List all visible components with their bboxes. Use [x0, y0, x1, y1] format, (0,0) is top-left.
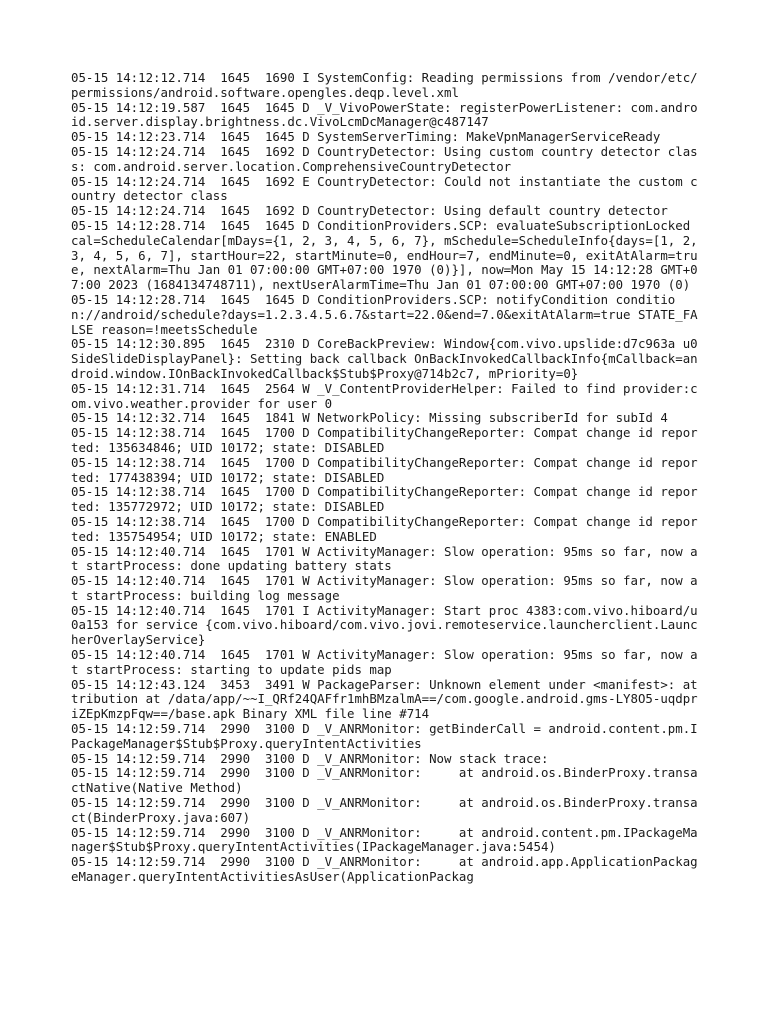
log-entry: 05-15 14:12:59.714 2990 3100 D _V_ANRMonitor: at android.content.pm.IPackageManager$Stub$Proxy.queryIntentActivities(IPackageManager.java:5454)	[71, 824, 698, 855]
log-entry: 05-15 14:12:40.714 1645 1701 W ActivityManager: Slow operation: 95ms so far, now at startProcess: building log message	[71, 573, 698, 603]
log-entry: 05-15 14:12:38.714 1645 1700 D CompatibilityChangeReporter: Compat change id reported: 135634846; UID 10172; state: DISABLED	[71, 425, 698, 455]
log-entry: 05-15 14:12:30.895 1645 2310 D CoreBackPreview: Window{com.vivo.upslide:d7c963a u0 SideSlideDisplayPanel}: Setting back callback OnBackInvokedCallbackInfo{mCallback=android.window.IOnBackInvokedCallback$Stub$Proxy@714b2c7, mPriority=0}	[71, 336, 706, 381]
log-entry: 05-15 14:12:24.714 1645 1692 D CountryDetector: Using default country detector	[71, 203, 668, 219]
log-entry: 05-15 14:12:40.714 1645 1701 W ActivityManager: Slow operation: 95ms so far, now at startProcess: done updating battery stats	[71, 543, 698, 574]
log-entry: 05-15 14:12:28.714 1645 1645 D ConditionProviders.SCP: evaluateSubscriptionLocked cal=ScheduleCalendar[mDays={1, 2, 3, 4, 5, 6, 7}, mSchedule=ScheduleInfo{days=[1, 2, 3, 4, 5, 6, 7], startHour=22, startMinute=0, endHour=7, endMinute=0, exitAtAlarm=true, nextAlarm=Thu Jan 01 07:00:00 GMT+07:00 1970 (0)}], now=Mon May 15 14:12:28 GMT+07:00 2023 (1684134748711), nextUserAlarmTime=Thu Jan 01 07:00:00 GMT+07:00 1970 (0)	[71, 217, 706, 293]
log-entry: 05-15 14:12:31.714 1645 2564 W _V_ContentProviderHelper: Failed to find provider:com.vivo.weather.provider for user 0	[71, 380, 698, 411]
log-entry: 05-15 14:12:40.714 1645 1701 W ActivityManager: Slow operation: 95ms so far, now at startProcess: starting to update pids map	[71, 647, 698, 677]
log-entry: 05-15 14:12:43.124 3453 3491 W PackageParser: Unknown element under <manifest>: attribution at /data/app/~~I_QRf24QAFfr1mhBMzalmA==/com.google.android.gms-LY8O5-uqdpriZEpKmzpFqw==/base.apk Binary XML file line #714	[71, 676, 698, 722]
log-entry: 05-15 14:12:38.714 1645 1700 D CompatibilityChangeReporter: Compat change id reported: 177438394; UID 10172; state: DISABLED	[71, 454, 698, 485]
log-entry: 05-15 14:12:38.714 1645 1700 D CompatibilityChangeReporter: Compat change id reported: 135754954; UID 10172; state: ENABLED	[71, 513, 698, 544]
log-entry: 05-15 14:12:12.714 1645 1690 I SystemConfig: Reading permissions from /vendor/etc/permissions/android.software.opengles.deqp.level.xml	[71, 70, 698, 100]
log-entry: 05-15 14:12:28.714 1645 1645 D ConditionProviders.SCP: notifyCondition condition://android/schedule?days=1.2.3.4.5.6.7&start=22.0&end=7.0&exitAtAlarm=true STATE_FALSE reason=!meetsSchedule	[71, 291, 698, 337]
log-document	[71, 70, 706, 885]
log-entry: 05-15 14:12:59.714 2990 3100 D _V_ANRMonitor: at android.os.BinderProxy.transact(BinderProxy.java:607)	[71, 795, 698, 825]
log-entry: 05-15 14:12:59.714 2990 3100 D _V_ANRMonitor: at android.app.ApplicationPackageManager.queryIntentActivitiesAsUser(ApplicationPackag	[71, 854, 698, 885]
log-entry: 05-15 14:12:59.714 2990 3100 D _V_ANRMonitor: getBinderCall = android.content.pm.IPackageManager$Stub$Proxy.queryIntentActivities	[71, 721, 698, 751]
log-entry: 05-15 14:12:19.587 1645 1645 D _V_VivoPowerState: registerPowerListener: com.android.server.display.brightness.dc.VivoLcmDcManager@c487147	[71, 99, 698, 130]
log-entry: 05-15 14:12:23.714 1645 1645 D SystemServerTiming: MakeVpnManagerServiceReady	[71, 129, 661, 145]
log-entry: 05-15 14:12:24.714 1645 1692 E CountryDetector: Could not instantiate the custom country detector class	[71, 173, 698, 204]
log-entry: 05-15 14:12:38.714 1645 1700 D CompatibilityChangeReporter: Compat change id reported: 135772972; UID 10172; state: DISABLED	[71, 484, 698, 515]
log-entry: 05-15 14:12:59.714 2990 3100 D _V_ANRMonitor: at android.os.BinderProxy.transactNative(Native Method)	[71, 765, 698, 796]
log-entry: 05-15 14:12:40.714 1645 1701 I ActivityManager: Start proc 4383:com.vivo.hiboard/u0a153 for service {com.vivo.hiboard/com.vivo.jovi.remoteservice.launcherclient.LauncherOverlayService}	[71, 602, 698, 648]
log-entry: 05-15 14:12:59.714 2990 3100 D _V_ANRMonitor: Now stack trace:	[71, 750, 549, 766]
log-entry: 05-15 14:12:32.714 1645 1841 W NetworkPolicy: Missing subscriberId for subId 4	[71, 410, 668, 426]
log-entry: 05-15 14:12:24.714 1645 1692 D CountryDetector: Using custom country detector class: com.android.server.location.ComprehensiveCountryDetector	[71, 143, 698, 174]
